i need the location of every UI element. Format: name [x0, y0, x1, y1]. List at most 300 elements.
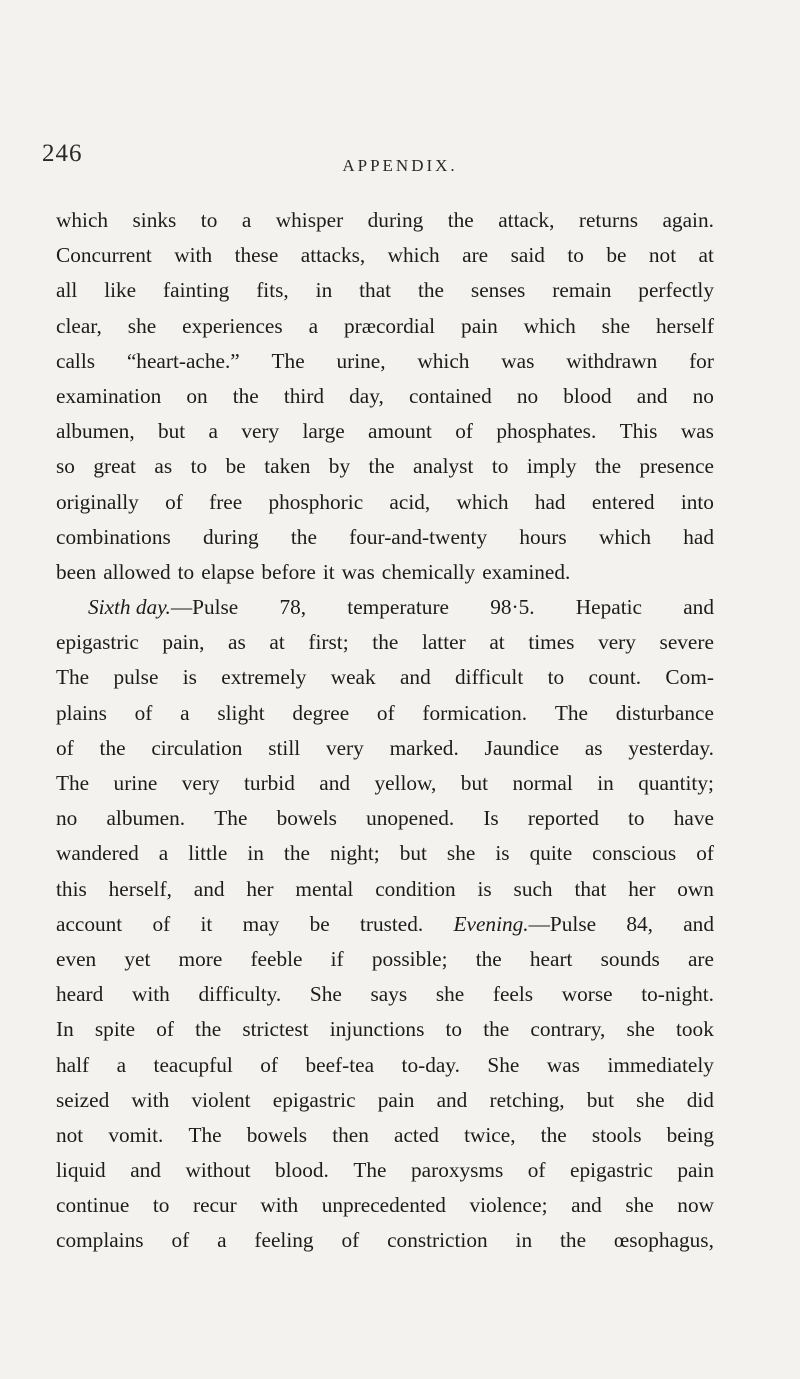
line-word: to-night.: [641, 982, 714, 1007]
line-word: for: [689, 348, 714, 373]
text-line: [56, 1188, 714, 1223]
line-word: of: [134, 700, 153, 725]
line-word: as: [154, 454, 173, 479]
line-word: herself: [656, 313, 714, 338]
line-word: be: [225, 454, 246, 479]
text-line: [56, 625, 714, 660]
line-word: imply: [526, 454, 577, 479]
line-word: pain,: [162, 630, 205, 655]
text-line: [56, 1223, 714, 1258]
line-word: teacupful: [153, 1052, 233, 1077]
line-word: pain: [461, 313, 498, 338]
line-word: with: [131, 1087, 170, 1112]
line-word: heard: [56, 982, 104, 1007]
line-word: into: [680, 489, 714, 514]
line-word: chemically: [381, 559, 476, 584]
text-line: [56, 485, 714, 520]
line-word: which: [523, 313, 576, 338]
line-word: in: [247, 841, 264, 866]
line-word: urine,: [336, 348, 386, 373]
line-word: vomit.: [108, 1122, 164, 1147]
text-line: [56, 1118, 714, 1153]
line-word: a: [217, 1228, 227, 1253]
line-word: large: [302, 419, 345, 444]
line-word: injunctions: [329, 1017, 425, 1042]
text-line: [56, 414, 714, 449]
line-word: even: [56, 946, 97, 971]
line-word: spite: [94, 1017, 136, 1042]
line-word: The: [353, 1158, 387, 1183]
line-word: violence;: [469, 1193, 548, 1218]
line-word: feels: [492, 982, 534, 1007]
text-line: [56, 309, 714, 344]
line-word: to: [200, 208, 218, 232]
line-word: did: [686, 1087, 714, 1112]
line-word: as: [584, 735, 603, 760]
line-word: is: [182, 665, 197, 690]
line-word: so: [56, 454, 75, 479]
line-word: and: [193, 876, 225, 901]
line-word: says: [370, 982, 408, 1007]
line-word: attack,: [498, 208, 555, 232]
line-word: she: [127, 313, 157, 338]
text-line: [56, 1153, 714, 1188]
line-word: taken: [264, 454, 311, 479]
line-word: of: [171, 1228, 190, 1253]
line-word: four-and-twenty: [349, 524, 488, 549]
text-line: [56, 1048, 714, 1083]
line-word: condition: [375, 876, 456, 901]
line-word: The: [271, 348, 305, 373]
line-word: The: [56, 665, 90, 690]
line-word: and: [436, 1087, 468, 1112]
line-word: sinks: [132, 208, 177, 232]
line-word: during: [367, 208, 424, 232]
line-word: turbid: [244, 771, 295, 795]
line-word: but: [460, 771, 489, 795]
line-word: epigastric: [570, 1158, 653, 1183]
line-word: marked.: [389, 735, 459, 760]
line-word: analyst: [413, 454, 474, 479]
line-word: fainting: [163, 278, 230, 303]
line-word: experiences: [182, 313, 283, 338]
line-word: she: [601, 313, 631, 338]
line-word: allowed: [103, 559, 171, 584]
line-word: normal: [512, 771, 573, 795]
text-line: [56, 766, 714, 801]
line-word: to: [547, 665, 565, 690]
line-word: weak: [330, 665, 376, 690]
line-word: was: [680, 419, 714, 444]
line-word: a: [180, 700, 190, 725]
line-word: of: [341, 1228, 360, 1253]
line-word: and: [399, 665, 431, 690]
text-line: [56, 203, 714, 238]
line-word: In: [56, 1017, 74, 1042]
line-word: to: [152, 1193, 170, 1218]
line-word: if: [330, 946, 344, 971]
line-word: feeble: [250, 946, 303, 971]
line-word: contrary,: [530, 1017, 606, 1042]
line-word: unopened.: [366, 806, 455, 831]
line-word: third: [283, 383, 325, 408]
line-word: be: [606, 243, 627, 268]
line-word: may: [242, 911, 280, 936]
line-word: pain: [677, 1158, 714, 1183]
line-word: which: [56, 208, 109, 232]
line-word: Jaundice: [484, 735, 560, 760]
line-word: 84,: [626, 911, 653, 936]
running-head: APPENDIX.: [342, 156, 458, 175]
line-word: she: [636, 1087, 665, 1112]
line-word: in: [597, 771, 614, 795]
line-word: quite: [529, 841, 573, 866]
line-word: the: [417, 278, 445, 303]
line-word: to-day.: [401, 1052, 460, 1077]
text-line: [56, 379, 714, 414]
text-line: [56, 801, 714, 836]
italic-heading: Sixth day.: [88, 595, 171, 620]
text-line: [56, 907, 714, 942]
line-word: yellow,: [374, 771, 437, 795]
line-word: night;: [329, 841, 380, 866]
text-line: [56, 520, 714, 555]
line-word: great: [93, 454, 136, 479]
line-word: possible;: [371, 946, 448, 971]
line-word: was: [546, 1052, 580, 1077]
line-word: feeling: [254, 1228, 314, 1253]
line-word: epigastric: [56, 630, 139, 655]
line-word: senses: [470, 278, 526, 303]
line-word: “heart-ache.”: [126, 348, 240, 373]
line-word: attacks,: [300, 243, 366, 268]
line-word: She: [487, 1052, 520, 1077]
line-word: very: [241, 419, 280, 444]
line-word: at: [489, 630, 505, 655]
line-word: Hepatic: [575, 595, 643, 620]
line-word: the: [540, 1122, 567, 1147]
line-word: twice,: [464, 1122, 516, 1147]
line-word: heart: [529, 946, 573, 971]
line-word: circulation: [151, 735, 243, 760]
line-word: The: [554, 700, 588, 725]
line-word: during: [203, 524, 259, 549]
line-word: but: [586, 1087, 614, 1112]
line-word: like: [104, 278, 137, 303]
line-word: in: [515, 1228, 533, 1253]
line-word: œsophagus,: [613, 1228, 714, 1253]
line-word: extremely: [221, 665, 307, 690]
line-word: took: [675, 1017, 714, 1042]
text-line: [56, 942, 714, 977]
line-word: no: [692, 383, 714, 408]
line-word: The: [188, 1122, 222, 1147]
line-word: times: [528, 630, 575, 655]
line-word: the: [447, 208, 474, 232]
line-word: hours: [519, 524, 567, 549]
line-word: entered: [591, 489, 655, 514]
line-word: which: [456, 489, 509, 514]
line-word: wandered: [56, 841, 139, 866]
line-word: to: [491, 454, 509, 479]
line-word: phosphoric: [268, 489, 364, 514]
body-text: [56, 203, 714, 1259]
line-word: her: [628, 876, 656, 901]
line-word: quantity;: [638, 771, 714, 795]
line-word: not: [648, 243, 677, 268]
line-word: the: [368, 454, 395, 479]
line-word: to: [190, 454, 208, 479]
line-word: in: [315, 278, 333, 303]
line-word: trusted.: [359, 911, 424, 936]
line-word: fits,: [256, 278, 289, 303]
line-word: she: [435, 982, 465, 1007]
line-word: recur: [193, 1193, 237, 1218]
line-word: had: [683, 524, 714, 549]
line-word: disturbance: [615, 700, 714, 725]
line-word: amount: [368, 419, 432, 444]
line-word: urine: [113, 771, 158, 795]
line-word: Is: [483, 806, 499, 831]
line-word: with: [174, 243, 213, 268]
line-word: very: [598, 630, 636, 655]
line-word: bowels: [246, 1122, 308, 1147]
line-word: Concurrent: [56, 243, 152, 268]
line-word: continue: [56, 1193, 130, 1218]
line-word: still: [268, 735, 301, 760]
line-word: of: [152, 911, 171, 936]
line-word: mental: [295, 876, 354, 901]
line-word: the: [475, 946, 502, 971]
line-word: the: [99, 735, 126, 760]
line-word: as: [228, 630, 246, 655]
line-word: of: [165, 489, 183, 514]
line-word: her: [246, 876, 274, 901]
line-word: very: [325, 735, 364, 760]
line-word: the: [232, 383, 259, 408]
line-word: originally: [56, 489, 139, 514]
text-line: [56, 1083, 714, 1118]
line-word: 78,: [279, 595, 307, 620]
line-word: severe: [659, 630, 714, 655]
line-word: be: [309, 911, 330, 936]
line-word: blood: [563, 383, 612, 408]
line-word: the: [372, 630, 399, 655]
line-word: withdrawn: [566, 348, 658, 373]
line-word: liquid: [56, 1158, 106, 1183]
line-word: The: [214, 806, 248, 831]
text-line: [56, 590, 714, 625]
line-word: seized: [56, 1087, 110, 1112]
line-word: such: [513, 876, 553, 901]
line-word: count.: [588, 665, 642, 690]
line-word: Com-: [665, 665, 714, 690]
text-line: [56, 977, 714, 1012]
line-word: with: [260, 1193, 299, 1218]
line-word: had: [534, 489, 566, 514]
text-line: [56, 696, 714, 731]
line-word: to: [177, 559, 195, 584]
line-word: own: [677, 876, 714, 901]
line-word: Sixth day.—Pulse: [88, 595, 239, 620]
line-word: blood.: [275, 1158, 329, 1183]
line-word: by: [328, 454, 351, 479]
line-word: presence: [639, 454, 714, 479]
line-word: of: [696, 841, 714, 866]
line-word: beef-tea: [305, 1052, 375, 1077]
line-word: albumen.: [106, 806, 186, 831]
line-word: yesterday.: [628, 735, 714, 760]
line-word: without: [185, 1158, 251, 1183]
line-word: of: [260, 1052, 279, 1077]
text-line: [56, 660, 714, 695]
line-word: then: [332, 1122, 369, 1147]
line-word: clear,: [56, 313, 102, 338]
line-word: these: [234, 243, 279, 268]
line-word: are: [462, 243, 489, 268]
line-word: she: [446, 841, 476, 866]
line-word: violent: [191, 1087, 251, 1112]
line-word: of: [156, 1017, 175, 1042]
line-word: herself,: [108, 876, 172, 901]
text-line: [56, 273, 714, 308]
line-word: little: [188, 841, 228, 866]
line-word: albumen,: [56, 419, 135, 444]
line-word: on: [186, 383, 208, 408]
line-word: stools: [591, 1122, 642, 1147]
line-word: slight: [217, 700, 265, 725]
line-word: returns: [578, 208, 639, 232]
line-word: half: [56, 1052, 90, 1077]
line-word: was: [501, 348, 535, 373]
line-word: have: [673, 806, 714, 831]
line-word: was: [341, 559, 375, 584]
line-word: combinations: [56, 524, 171, 549]
line-word: calls: [56, 348, 96, 373]
line-word: unprecedented: [321, 1193, 446, 1218]
line-word: which: [417, 348, 470, 373]
line-word: whisper: [275, 208, 344, 232]
line-word: examined.: [482, 559, 571, 584]
line-word: account: [56, 911, 123, 936]
line-word: first;: [308, 630, 349, 655]
line-word: worse: [561, 982, 613, 1007]
line-word: pain: [377, 1087, 415, 1112]
line-word: a: [208, 419, 218, 444]
line-word: to: [445, 1017, 463, 1042]
line-word: Evening.—Pulse: [453, 911, 597, 936]
line-word: the: [195, 1017, 222, 1042]
line-word: remain: [552, 278, 612, 303]
line-word: are: [687, 946, 714, 971]
line-word: plains: [56, 700, 107, 725]
line-word: it: [322, 559, 335, 584]
line-word: no: [516, 383, 539, 408]
line-word: no: [56, 806, 78, 831]
line-word: she: [626, 1017, 655, 1042]
line-word: a: [116, 1052, 127, 1077]
text-line: [56, 836, 714, 871]
line-word: of: [527, 1158, 546, 1183]
page-number: 246: [42, 140, 83, 167]
line-word: and: [683, 595, 714, 620]
line-word: of: [376, 700, 395, 725]
line-word: complains: [56, 1228, 144, 1253]
line-word: and: [571, 1193, 602, 1218]
line-word: being: [666, 1122, 714, 1147]
line-word: again.: [662, 208, 714, 232]
line-word: to: [567, 243, 584, 268]
text-line: [56, 449, 714, 484]
line-word: but: [399, 841, 427, 866]
line-word: epigastric: [272, 1087, 356, 1112]
line-word: The: [56, 771, 90, 795]
line-word: is: [495, 841, 510, 866]
line-word: that: [574, 876, 607, 901]
line-word: pulse: [113, 665, 159, 690]
line-word: been: [56, 559, 97, 584]
line-word: difficult: [455, 665, 524, 690]
text-line: [56, 555, 714, 590]
line-word: difficulty.: [198, 982, 282, 1007]
text-line: [56, 731, 714, 766]
line-word: to: [628, 806, 645, 831]
line-word: now: [677, 1193, 714, 1218]
line-word: retching,: [489, 1087, 565, 1112]
line-word: a: [158, 841, 169, 866]
line-word: yet: [124, 946, 151, 971]
line-word: reported: [527, 806, 599, 831]
line-word: temperature: [347, 595, 449, 620]
line-word: the: [283, 841, 310, 866]
line-word: day,: [349, 383, 384, 408]
text-line: [56, 872, 714, 907]
line-word: but: [158, 419, 186, 444]
line-word: the: [595, 454, 622, 479]
line-word: she: [625, 1193, 654, 1218]
line-word: that: [359, 278, 392, 303]
line-word: perfectly: [638, 278, 714, 303]
line-word: examination: [56, 383, 162, 408]
line-word: this: [56, 876, 87, 901]
line-word: all: [56, 278, 78, 303]
line-word: conscious: [592, 841, 677, 866]
line-word: and: [636, 383, 668, 408]
line-word: the: [290, 524, 317, 549]
italic-heading: Evening.: [453, 911, 529, 936]
line-word: constriction: [387, 1228, 488, 1253]
line-word: acid,: [389, 489, 431, 514]
line-word: at: [269, 630, 285, 655]
line-word: before: [261, 559, 316, 584]
line-word: a: [308, 313, 319, 338]
line-word: said: [510, 243, 545, 268]
line-word: paroxysms: [411, 1158, 504, 1183]
line-word: strictest: [242, 1017, 309, 1042]
line-word: free: [209, 489, 243, 514]
line-word: with: [131, 982, 170, 1007]
line-word: it: [200, 911, 213, 936]
line-word: not: [56, 1122, 84, 1147]
line-word: and: [319, 771, 351, 795]
line-word: acted: [394, 1122, 439, 1147]
line-word: 98·5.: [490, 595, 535, 620]
text-line: [56, 238, 714, 273]
line-word: sounds: [600, 946, 660, 971]
line-word: of: [455, 419, 473, 444]
line-word: and: [130, 1158, 161, 1183]
text-line: [56, 344, 714, 379]
